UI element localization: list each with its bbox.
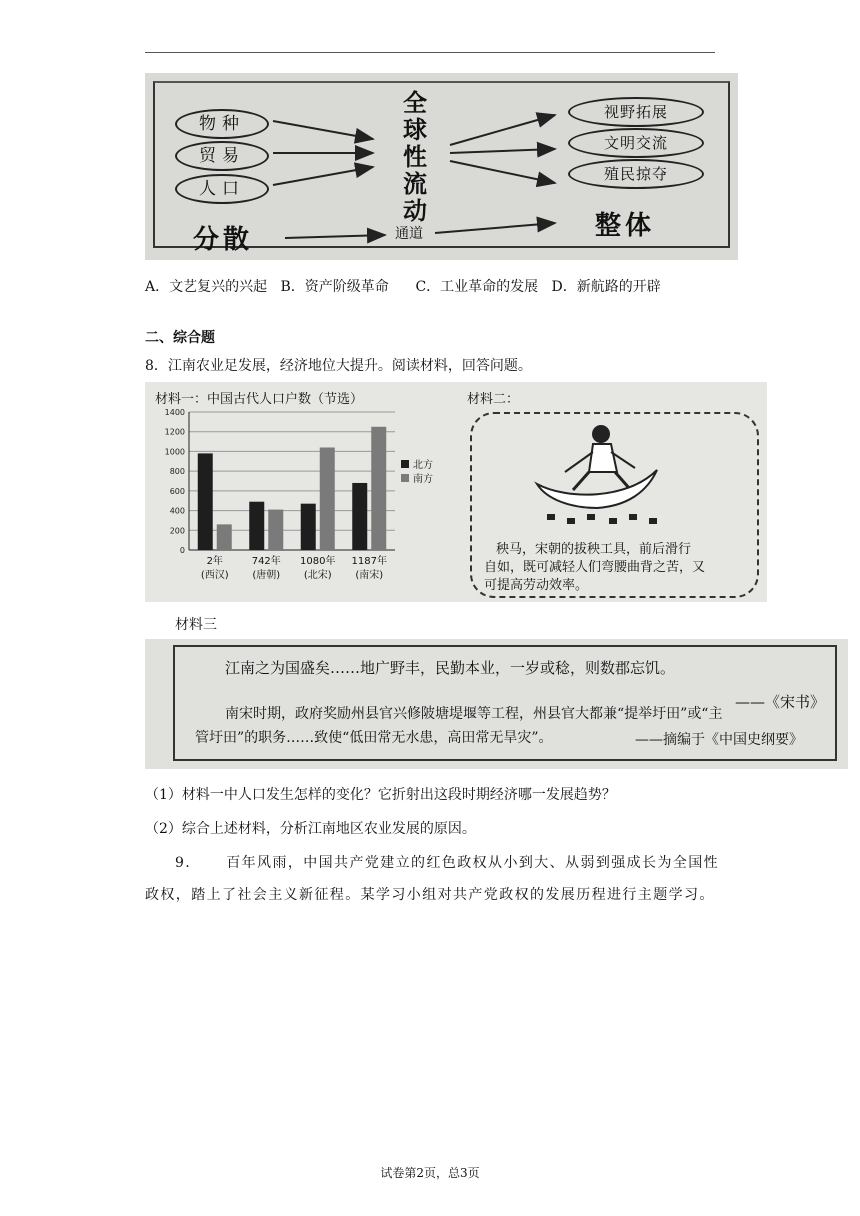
q7-options: A．文艺复兴的兴起 B．资产阶级革命 C．工业革命的发展 D．新航路的开辟 <box>145 279 661 295</box>
q9-line: 政权，踏上了社会主义新征程。某学习小组对共产党政权的发展历程进行主题学习。 <box>145 887 715 903</box>
diagram-left-item: 人口 <box>175 174 269 204</box>
x-tick-sublabel: (南宋) <box>355 570 384 581</box>
material3-line: 管圩田”的职务……致使“低田常无水患，高田常无旱灾”。 <box>195 730 553 746</box>
q9-line: 9. 百年风雨，中国共产党建立的红色政权从小到大、从弱到强成长为全国性 <box>175 855 720 871</box>
bar-南方 <box>268 510 283 550</box>
legend-label: 南方 <box>413 474 433 485</box>
legend-swatch <box>401 474 409 482</box>
y-tick-label: 1000 <box>164 447 185 457</box>
yangma-illustration <box>517 422 677 532</box>
material3-label: 材料三 <box>175 617 217 633</box>
material3-line: 南宋时期，政府奖励州县官兴修陂塘堤堰等工程，州县官大都兼“提举圩田”或“主 <box>225 706 723 722</box>
sub-question-2: （2）综合上述材料，分析江南地区农业发展的原因。 <box>145 821 476 837</box>
material2-caption-line: 秧马，宋朝的拔秧工具，前后滑行 <box>496 542 692 557</box>
diagram-right-item: 文明交流 <box>568 128 704 158</box>
diagram-bottom-right: 整体 <box>595 211 656 241</box>
material3-frame <box>173 645 837 761</box>
page-footer: 试卷第2页，总3页 <box>380 1166 480 1180</box>
material2-caption-line: 可提高劳动效率。 <box>484 578 589 593</box>
diagram-left-item: 物种 <box>175 109 269 139</box>
y-tick-label: 0 <box>179 546 185 555</box>
x-tick-label: 742年 <box>251 556 281 567</box>
diagram-bottom-left: 分散 <box>193 225 254 255</box>
x-tick-label: 1187年 <box>351 556 387 567</box>
section-title: 二、综合题 <box>145 330 215 346</box>
globalization-diagram <box>145 73 738 260</box>
bar-北方 <box>352 483 367 550</box>
y-tick-label: 1400 <box>164 408 185 417</box>
y-tick-label: 800 <box>169 467 185 477</box>
y-tick-label: 200 <box>169 526 185 536</box>
material2-title: 材料二： <box>467 392 520 407</box>
diagram-bottom-middle: 通道 <box>395 226 423 242</box>
x-tick-sublabel: (西汉) <box>200 570 229 581</box>
bar-南方 <box>371 427 386 550</box>
x-tick-sublabel: (唐朝) <box>252 570 281 581</box>
material2-caption-line: 自如，既可减轻人们弯腰曲背之苦，又 <box>484 560 706 575</box>
material3-line: ——《宋书》 <box>735 693 826 711</box>
q8-stem: 8．江南农业足发展，经济地位大提升。阅读材料，回答问题。 <box>145 358 532 374</box>
material2-frame <box>470 412 759 598</box>
population-bar-chart <box>145 404 465 600</box>
material1-title: 材料一：中国古代人口户数（节选） <box>155 392 364 407</box>
legend-label: 北方 <box>413 460 433 471</box>
x-tick-label: 1080年 <box>300 556 336 567</box>
sub-question-1: （1）材料一中人口发生怎样的变化？它折射出这段时期经济哪一发展趋势？ <box>145 787 616 803</box>
bar-北方 <box>249 502 264 550</box>
diagram-arrows <box>145 73 738 260</box>
diagram-right-item: 殖民掠夺 <box>568 159 704 189</box>
diagram-right-item: 视野拓展 <box>568 97 704 127</box>
diagram-left-item: 贸易 <box>175 141 269 171</box>
material-panel <box>145 382 767 602</box>
y-tick-label: 600 <box>169 486 185 496</box>
diagram-center-text: 全球性流动 <box>403 88 427 225</box>
bar-北方 <box>301 504 316 550</box>
x-tick-sublabel: (北宋) <box>303 570 332 581</box>
bar-北方 <box>198 453 213 550</box>
x-tick-label: 2年 <box>206 556 223 567</box>
material3-image <box>145 639 848 769</box>
bar-南方 <box>217 524 232 550</box>
y-tick-label: 1200 <box>164 427 185 437</box>
material3-line: 江南之为国盛矣……地广野丰，民勤本业，一岁或稔，则数郡忘饥。 <box>225 659 676 677</box>
legend-swatch <box>401 460 409 468</box>
bar-南方 <box>320 447 335 550</box>
material3-line: ——摘编于《中国史纲要》 <box>635 732 803 748</box>
header-rule <box>145 52 715 53</box>
y-tick-label: 400 <box>169 506 185 516</box>
